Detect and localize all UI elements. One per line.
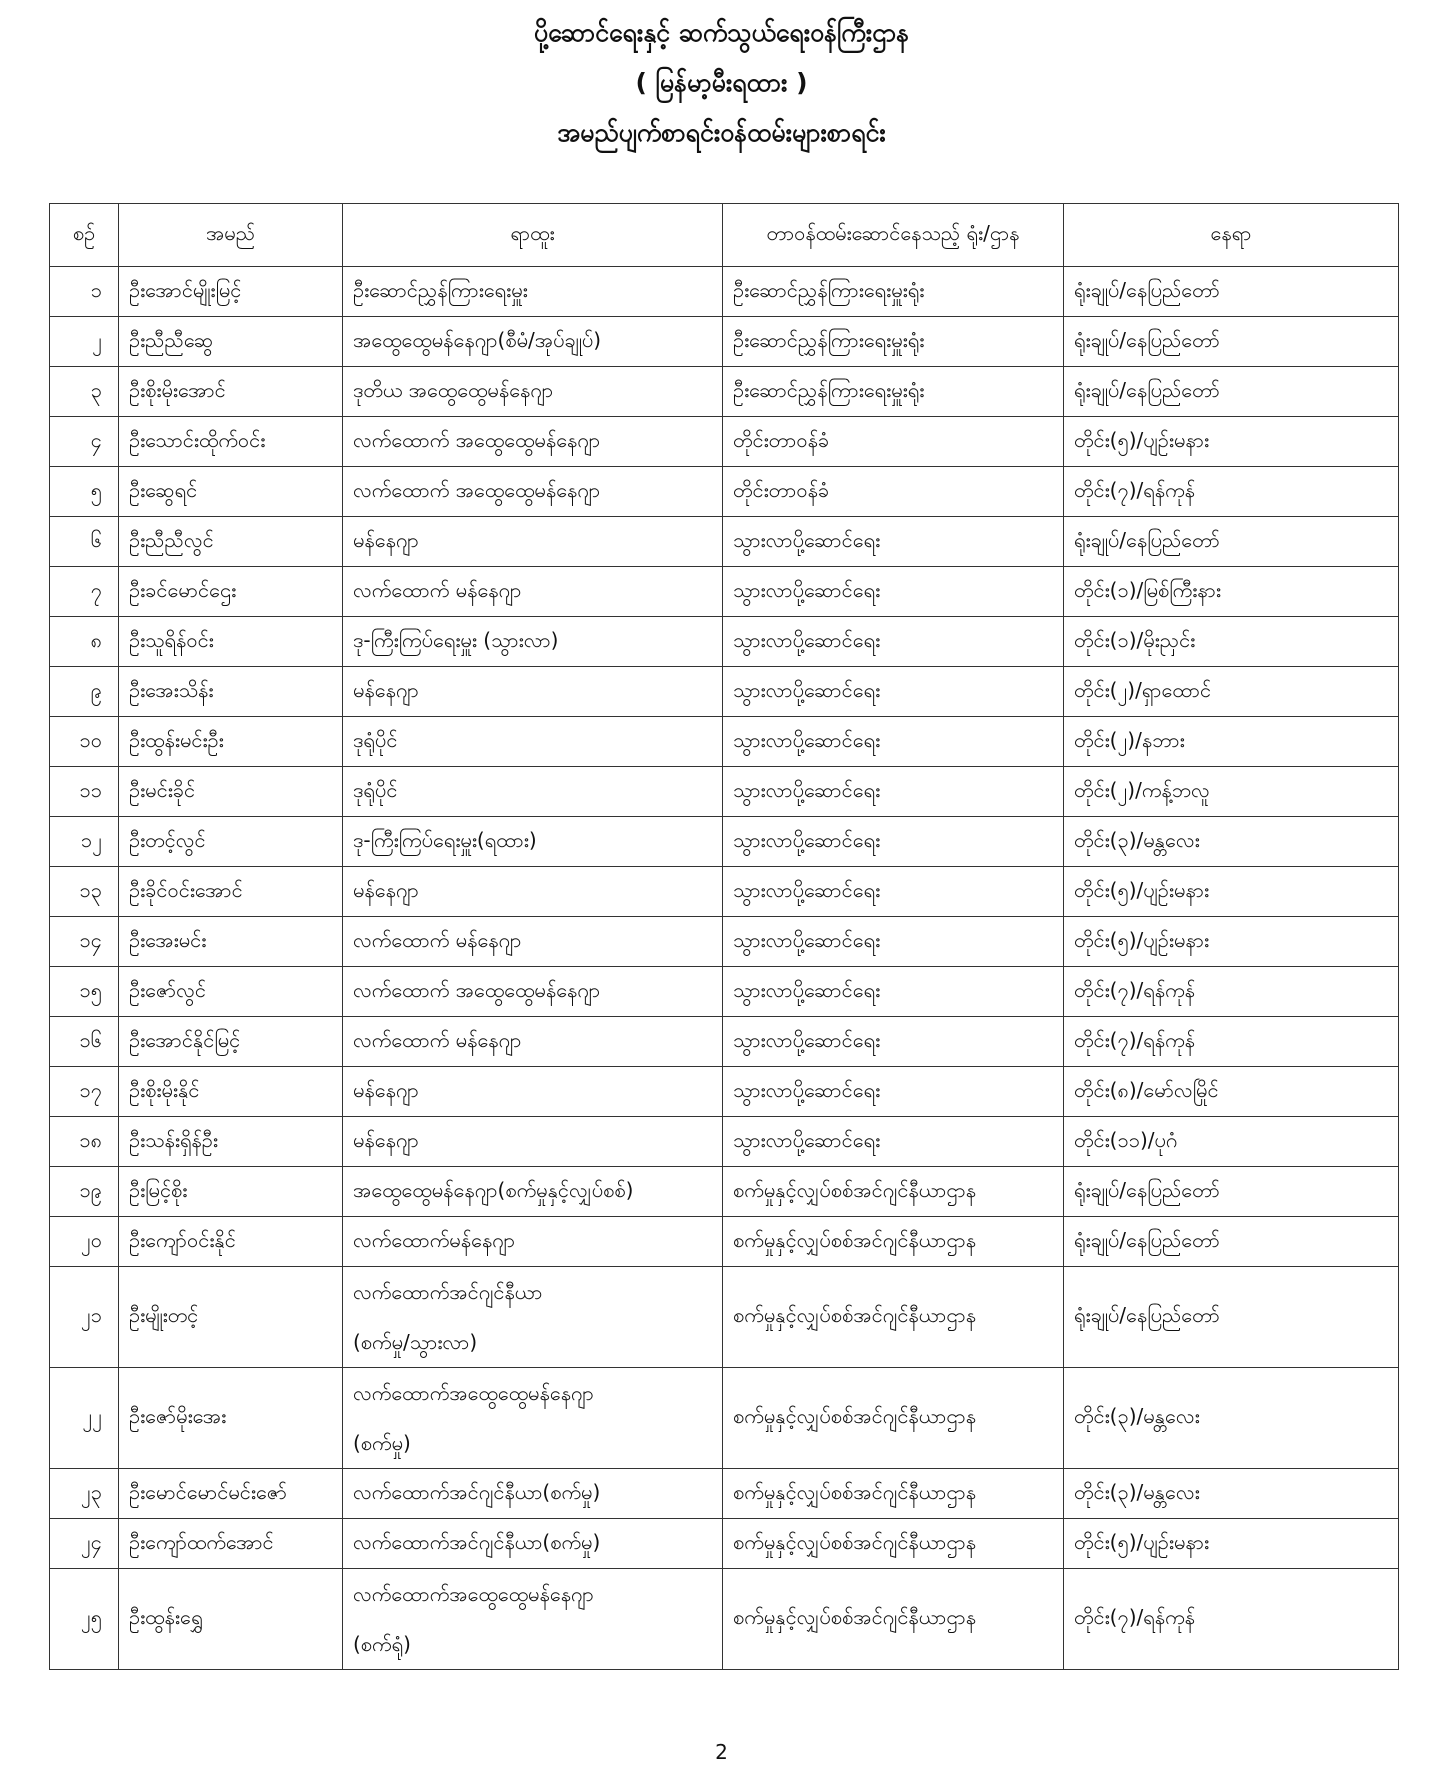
staff-office: သွားလာပို့ဆောင်ရေး (723, 1067, 1064, 1117)
staff-name: ဦးခင်မောင်ဌေး (119, 567, 343, 617)
staff-office: သွားလာပို့ဆောင်ရေး (723, 767, 1064, 817)
row-number: ၁၇ (50, 1067, 119, 1117)
page-number: 2 (715, 1740, 728, 1764)
row-number: ၄ (50, 417, 119, 467)
staff-position: အထွေထွေမန်နေဂျာ(စီမံ/အုပ်ချုပ်) (343, 317, 723, 367)
staff-location: တိုင်း(၂)/နဘား (1064, 717, 1399, 767)
row-number: ၁၀ (50, 717, 119, 767)
row-number: ၂ (50, 317, 119, 367)
staff-position: မန်နေဂျာ (343, 867, 723, 917)
staff-location: ရုံးချုပ်/နေပြည်တော် (1064, 267, 1399, 317)
table-header-row (50, 204, 1399, 267)
staff-location: တိုင်း(၅)/ပျဉ်းမနား (1064, 867, 1399, 917)
staff-location: ရုံးချုပ်/နေပြည်တော် (1064, 1217, 1399, 1267)
staff-office: တိုင်းတာဝန်ခံ (723, 417, 1064, 467)
staff-location: ရုံးချုပ်/နေပြည်တော် (1064, 317, 1399, 367)
table-row (50, 1067, 1399, 1117)
table-row (50, 1519, 1399, 1569)
staff-name: ဦးခိုင်ဝင်းအောင် (119, 867, 343, 917)
position-line-2: (စက်မှု) (353, 1431, 411, 1455)
row-number: ၈ (50, 617, 119, 667)
staff-location: တိုင်း(၃)/မန္တလေး (1064, 1368, 1399, 1469)
staff-position: လက်ထောက်အင်ဂျင်နီယာ(စက်မှု) (343, 1519, 723, 1569)
staff-office: သွားလာပို့ဆောင်ရေး (723, 1017, 1064, 1067)
staff-office: ဦးဆောင်ညွှန်ကြားရေးမှူးရုံး (723, 317, 1064, 367)
table-row (50, 1117, 1399, 1167)
table-row (50, 617, 1399, 667)
row-number: ၂၃ (50, 1469, 119, 1519)
row-number: ၅ (50, 467, 119, 517)
table-row (50, 567, 1399, 617)
staff-office: သွားလာပို့ဆောင်ရေး (723, 967, 1064, 1017)
row-number: ၂၄ (50, 1519, 119, 1569)
table-row (50, 867, 1399, 917)
staff-position: လက်ထောက်အင်ဂျင်နီယာ(စက်မှု) (343, 1469, 723, 1519)
position-line-1: လက်ထောက်အထွေထွေမန်နေဂျာ (353, 1381, 594, 1405)
staff-location: ရုံးချုပ်/နေပြည်တော် (1064, 1167, 1399, 1217)
railway-subtitle: ( မြန်မာ့မီးရထား ) (635, 68, 808, 97)
staff-position: ဒုတိယ အထွေထွေမန်နေဂျာ (343, 367, 723, 417)
staff-position: ဒု-ကြီးကြပ်ရေးမှူး(ရထား) (343, 817, 723, 867)
staff-office: စက်မှုနှင့်လျှပ်စစ်အင်ဂျင်နီယာဌာန (723, 1217, 1064, 1267)
row-number: ၁၁ (50, 767, 119, 817)
table-row (50, 267, 1399, 317)
staff-name: ဦးသူရိန်ဝင်း (119, 617, 343, 667)
staff-position: လက်ထောက် အထွေထွေမန်နေဂျာ (343, 467, 723, 517)
staff-position: မန်နေဂျာ (343, 1067, 723, 1117)
staff-position: အထွေထွေမန်နေဂျာ(စက်မှုနှင့်လျှပ်စစ်) (343, 1167, 723, 1217)
staff-position: မန်နေဂျာ (343, 667, 723, 717)
staff-office: သွားလာပို့ဆောင်ရေး (723, 667, 1064, 717)
col-header-position: ရာထူး (343, 204, 723, 267)
col-header-no: စဉ် (50, 204, 119, 267)
row-number: ၂၁ (50, 1267, 119, 1368)
staff-name: ဦးကျော်ဝင်းနိုင် (119, 1217, 343, 1267)
table-row (50, 1167, 1399, 1217)
staff-name: ဦးညီညီလွင် (119, 517, 343, 567)
staff-name: ဦးဆွေရင် (119, 467, 343, 517)
staff-office: စက်မှုနှင့်လျှပ်စစ်အင်ဂျင်နီယာဌာန (723, 1469, 1064, 1519)
staff-position: မန်နေဂျာ (343, 517, 723, 567)
table-row (50, 717, 1399, 767)
table-row (50, 417, 1399, 467)
staff-location: တိုင်း(၂)/ရှာထောင် (1064, 667, 1399, 717)
row-number: ၂၂ (50, 1368, 119, 1469)
row-number: ၁၈ (50, 1117, 119, 1167)
staff-position (343, 1368, 723, 1469)
staff-office: သွားလာပို့ဆောင်ရေး (723, 617, 1064, 667)
row-number: ၂၅ (50, 1569, 119, 1670)
staff-location: တိုင်း(၃)/မန္တလေး (1064, 1469, 1399, 1519)
staff-name: ဦးသန်းရှိန်ဦး (119, 1117, 343, 1167)
staff-office: သွားလာပို့ဆောင်ရေး (723, 867, 1064, 917)
staff-name: ဦးမင်းခိုင် (119, 767, 343, 817)
row-number: ၁၆ (50, 1017, 119, 1067)
staff-name: ဦးအေးသိန်း (119, 667, 343, 717)
row-number: ၁၉ (50, 1167, 119, 1217)
staff-location: တိုင်း(၁)/မြစ်ကြီးနား (1064, 567, 1399, 617)
staff-location: တိုင်း(၁)/မိုးညှင်း (1064, 617, 1399, 667)
table-row (50, 667, 1399, 717)
staff-location: ရုံးချုပ်/နေပြည်တော် (1064, 1267, 1399, 1368)
staff-location: တိုင်း(၇)/ရန်ကုန် (1064, 1569, 1399, 1670)
staff-name: ဦးမျိုးတင့် (119, 1267, 343, 1368)
staff-name: ဦးကျော်ထက်အောင် (119, 1519, 343, 1569)
staff-office: သွားလာပို့ဆောင်ရေး (723, 567, 1064, 617)
staff-position: ဦးဆောင်ညွှန်ကြားရေးမှူး (343, 267, 723, 317)
staff-office: တိုင်းတာဝန်ခံ (723, 467, 1064, 517)
table-row (50, 1368, 1399, 1469)
table-row (50, 1217, 1399, 1267)
staff-position: လက်ထောက် အထွေထွေမန်နေဂျာ (343, 967, 723, 1017)
staff-name: ဦးညီညီဆွေ (119, 317, 343, 367)
row-number: ၉ (50, 667, 119, 717)
row-number: ၁၄ (50, 917, 119, 967)
table-row (50, 367, 1399, 417)
staff-position: လက်ထောက် မန်နေဂျာ (343, 1017, 723, 1067)
staff-location: တိုင်း(၇)/ရန်ကုန် (1064, 967, 1399, 1017)
staff-office: ဦးဆောင်ညွှန်ကြားရေးမှူးရုံး (723, 267, 1064, 317)
table-row (50, 467, 1399, 517)
staff-location: တိုင်း(၈)/မော်လမြိုင် (1064, 1067, 1399, 1117)
staff-name: ဦးစိုးမိုးနိုင် (119, 1067, 343, 1117)
position-line-2: (စက်မှု/သွားလာ) (353, 1330, 478, 1354)
staff-location: တိုင်း(၇)/ရန်ကုန် (1064, 1017, 1399, 1067)
staff-office: သွားလာပို့ဆောင်ရေး (723, 1117, 1064, 1167)
staff-location: တိုင်း(၃)/မန္တလေး (1064, 817, 1399, 867)
staff-office: သွားလာပို့ဆောင်ရေး (723, 717, 1064, 767)
table-body (50, 267, 1399, 1670)
table-row (50, 1267, 1399, 1368)
staff-position: ဒုရုံပိုင် (343, 767, 723, 817)
staff-position: လက်ထောက်မန်နေဂျာ (343, 1217, 723, 1267)
col-header-name: အမည် (119, 204, 343, 267)
staff-name: ဦးဇော်မိုးအေး (119, 1368, 343, 1469)
staff-location: တိုင်း(၅)/ပျဉ်းမနား (1064, 1519, 1399, 1569)
staff-name: ဦးသောင်းထိုက်ဝင်း (119, 417, 343, 467)
staff-position: မန်နေဂျာ (343, 1117, 723, 1167)
staff-office: စက်မှုနှင့်လျှပ်စစ်အင်ဂျင်နီယာဌာန (723, 1267, 1064, 1368)
staff-table (49, 203, 1399, 1670)
staff-location: ရုံးချုပ်/နေပြည်တော် (1064, 517, 1399, 567)
table-row (50, 1017, 1399, 1067)
table-row (50, 517, 1399, 567)
staff-location: တိုင်း(၅)/ပျဉ်းမနား (1064, 917, 1399, 967)
staff-name: ဦးဇော်လွင် (119, 967, 343, 1017)
position-line-1: လက်ထောက်အထွေထွေမန်နေဂျာ (353, 1582, 594, 1606)
ministry-title: ပို့ဆောင်ရေးနှင့် ဆက်သွယ်ရေးဝန်ကြီးဌာန (533, 18, 910, 47)
row-number: ၂၀ (50, 1217, 119, 1267)
table-row (50, 967, 1399, 1017)
staff-position (343, 1569, 723, 1670)
staff-office: စက်မှုနှင့်လျှပ်စစ်အင်ဂျင်နီယာဌာန (723, 1167, 1064, 1217)
staff-office: စက်မှုနှင့်လျှပ်စစ်အင်ဂျင်နီယာဌာန (723, 1519, 1064, 1569)
document-header (0, 18, 1443, 168)
staff-name: ဦးထွန်းရွှေ (119, 1569, 343, 1670)
staff-position: လက်ထောက် မန်နေဂျာ (343, 917, 723, 967)
list-title: အမည်ပျက်စာရင်းဝန်ထမ်းများစာရင်း (557, 118, 886, 147)
staff-name: ဦးအောင်မျိုးမြင့် (119, 267, 343, 317)
staff-office: သွားလာပို့ဆောင်ရေး (723, 917, 1064, 967)
row-number: ၁၃ (50, 867, 119, 917)
staff-position (343, 1267, 723, 1368)
staff-location: တိုင်း(၅)/ပျဉ်းမနား (1064, 417, 1399, 467)
position-line-1: လက်ထောက်အင်ဂျင်နီယာ (353, 1280, 543, 1304)
row-number: ၁ (50, 267, 119, 317)
row-number: ၁၂ (50, 817, 119, 867)
staff-location: တိုင်း(၇)/ရန်ကုန် (1064, 467, 1399, 517)
staff-location: တိုင်း(၂)/ကန့်ဘလူ (1064, 767, 1399, 817)
staff-position: လက်ထောက် မန်နေဂျာ (343, 567, 723, 617)
staff-position: ဒုရုံပိုင် (343, 717, 723, 767)
table-row (50, 817, 1399, 867)
table-row (50, 1469, 1399, 1519)
staff-office: သွားလာပို့ဆောင်ရေး (723, 517, 1064, 567)
staff-name: ဦးတင့်လွင် (119, 817, 343, 867)
col-header-office: တာဝန်ထမ်းဆောင်နေသည့် ရုံး/ဌာန (723, 204, 1064, 267)
staff-office: သွားလာပို့ဆောင်ရေး (723, 817, 1064, 867)
staff-name: ဦးစိုးမိုးအောင် (119, 367, 343, 417)
table-row (50, 767, 1399, 817)
staff-position: ဒု-ကြီးကြပ်ရေးမှူး (သွားလာ) (343, 617, 723, 667)
staff-office: ဦးဆောင်ညွှန်ကြားရေးမှူးရုံး (723, 367, 1064, 417)
row-number: ၆ (50, 517, 119, 567)
staff-position: လက်ထောက် အထွေထွေမန်နေဂျာ (343, 417, 723, 467)
row-number: ၁၅ (50, 967, 119, 1017)
position-line-2: (စက်ရုံ) (353, 1632, 411, 1656)
staff-location: ရုံးချုပ်/နေပြည်တော် (1064, 367, 1399, 417)
table-row (50, 1569, 1399, 1670)
table-row (50, 917, 1399, 967)
table-row (50, 317, 1399, 367)
staff-name: ဦးအောင်နိုင်မြင့် (119, 1017, 343, 1067)
row-number: ၃ (50, 367, 119, 417)
staff-location: တိုင်း(၁၁)/ပုဂံ (1064, 1117, 1399, 1167)
col-header-location: နေရာ (1064, 204, 1399, 267)
staff-name: ဦးမြင့်စိုး (119, 1167, 343, 1217)
staff-name: ဦးထွန်းမင်းဦး (119, 717, 343, 767)
staff-office: စက်မှုနှင့်လျှပ်စစ်အင်ဂျင်နီယာဌာန (723, 1368, 1064, 1469)
staff-name: ဦးအေးမင်း (119, 917, 343, 967)
staff-office: စက်မှုနှင့်လျှပ်စစ်အင်ဂျင်နီယာဌာန (723, 1569, 1064, 1670)
row-number: ၇ (50, 567, 119, 617)
staff-name: ဦးမောင်မောင်မင်းဇော် (119, 1469, 343, 1519)
